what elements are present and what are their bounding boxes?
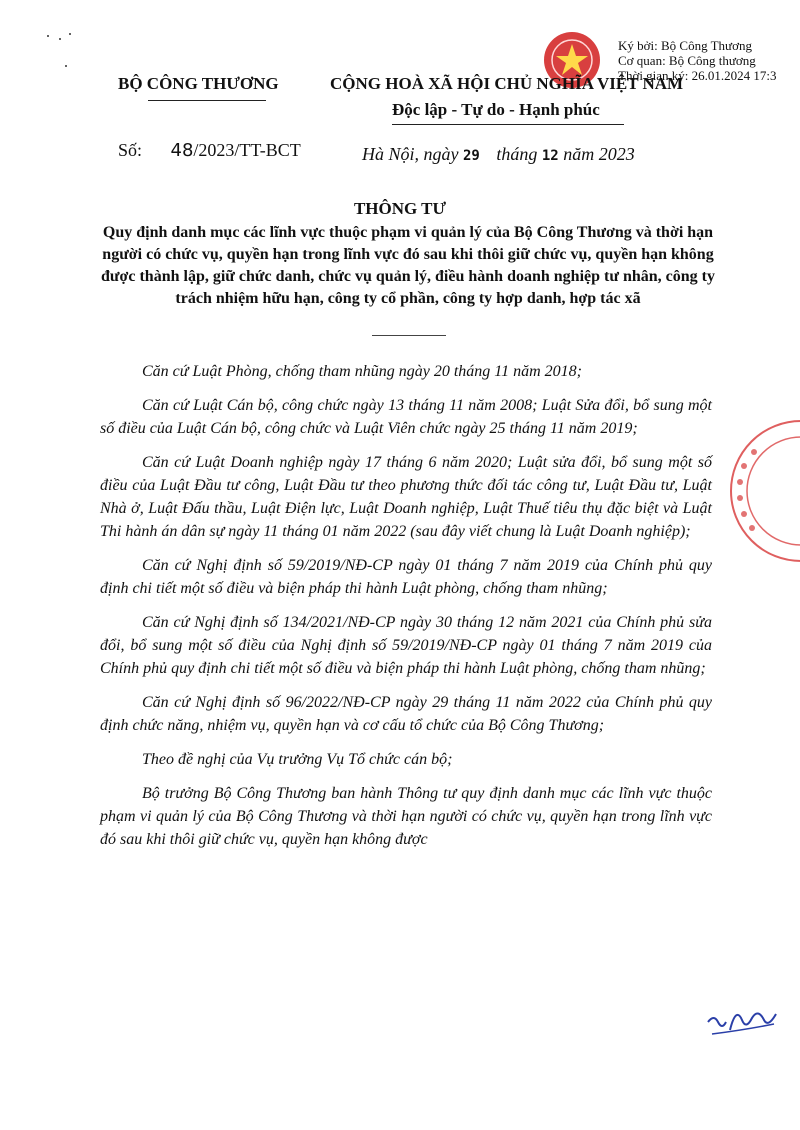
signing-agency: Cơ quan: Bộ Công thương (618, 53, 756, 68)
number-suffix: /2023/TT-BCT (193, 140, 301, 160)
issuing-ministry: BỘ CÔNG THƯƠNG (118, 74, 279, 93)
national-title: CỘNG HOÀ XÃ HỘI CHỦ NGHĨA VIỆT NAM (330, 74, 684, 93)
document-subtitle: Quy định danh mục các lĩnh vực thuộc phạm vi quản lý của Bộ Công Thương và thời hạn người có chức vụ, quyền hạn trong lĩnh vực đó sau khi thôi giữ chức vụ, quyền hạn không được thành lập, giữ chức danh, chức vụ quản lý, điều hành doanh nghiệp tư nhân, công ty trách nhiệm hữu hạn, công ty cổ phần, công ty hợp danh, hợp tác xã (101, 224, 715, 307)
date-day: 29 (463, 148, 480, 164)
scan-specks (40, 30, 100, 70)
basis-paragraph: Căn cứ Nghị định số 134/2021/NĐ-CP ngày 30 tháng 12 năm 2021 của Chính phủ sửa đổi, bổ sung một số điều của Nghị định số 59/2019/NĐ-CP ngày 01 tháng 7 năm 2019 của Chính phủ quy định chi tiết một số điều và biện pháp thi hành Luật phòng, chống tham nhũng; (100, 614, 712, 677)
basis-paragraph: Căn cứ Luật Doanh nghiệp ngày 17 tháng 6 năm 2020; Luật sửa đổi, bổ sung một số điều của Luật Đầu tư công, Luật Đầu tư theo phương thức đối tác công tư, Luật Đầu tư, Luật Nhà ở, Luật Đấu thầu, Luật Điện lực, Luật Doanh nghiệp, Luật Thuế tiêu thụ đặc biệt và Luật Thi hành án dân sự ngày 11 tháng 01 năm 2022 (sau đây viết chung là Luật Doanh nghiệp); (100, 454, 712, 540)
document-body (100, 360, 712, 862)
number-prefix: Số: (118, 140, 143, 160)
signing-time: Thời gian ký: 26.01.2024 17:3 (618, 68, 777, 83)
handwritten-initials-icon (704, 1000, 784, 1040)
proposal-paragraph: Theo đề nghị của Vụ trưởng Vụ Tổ chức cán bộ; (142, 751, 453, 768)
document-number (118, 140, 301, 161)
ministry-underline (148, 100, 266, 101)
national-motto: Độc lập - Tự do - Hạnh phúc (392, 100, 600, 119)
place-and-date (362, 144, 635, 165)
basis-paragraph: Căn cứ Nghị định số 96/2022/NĐ-CP ngày 29 tháng 11 năm 2022 của Chính phủ quy định chức năng, nhiệm vụ, quyền hạn và cơ cấu tổ chức của Bộ Công Thương; (100, 694, 712, 734)
official-seal-icon (726, 416, 800, 566)
date-place: Hà Nội, ngày (362, 144, 459, 164)
date-month: 12 (541, 148, 559, 164)
enactment-paragraph: Bộ trưởng Bộ Công Thương ban hành Thông tư quy định danh mục các lĩnh vực thuộc phạm vi quản lý của Bộ Công Thương và thời hạn người có chức vụ, quyền hạn trong lĩnh vực đó sau khi thôi giữ chức vụ, quyền hạn không được (100, 785, 712, 848)
title-rule (372, 335, 446, 336)
motto-underline (392, 124, 624, 125)
date-year: năm 2023 (563, 144, 635, 164)
document-title: THÔNG TƯ (353, 199, 447, 218)
basis-paragraph: Căn cứ Nghị định số 59/2019/NĐ-CP ngày 01 tháng 7 năm 2019 của Chính phủ quy định chi tiết một số điều và biện pháp thi hành Luật phòng, chống tham nhũng; (100, 557, 712, 597)
basis-paragraph: Căn cứ Luật Cán bộ, công chức ngày 13 tháng 11 năm 2008; Luật Sửa đổi, bổ sung một số điều của Luật Cán bộ, công chức và Luật Viên chức ngày 25 tháng 11 năm 2019; (100, 397, 712, 437)
number-handwritten: 48 (170, 140, 194, 161)
basis-paragraph: Căn cứ Luật Phòng, chống tham nhũng ngày 20 tháng 11 năm 2018; (142, 363, 582, 380)
date-month-word: tháng (496, 144, 538, 164)
signed-by: Ký bởi: Bộ Công Thương (618, 38, 752, 53)
